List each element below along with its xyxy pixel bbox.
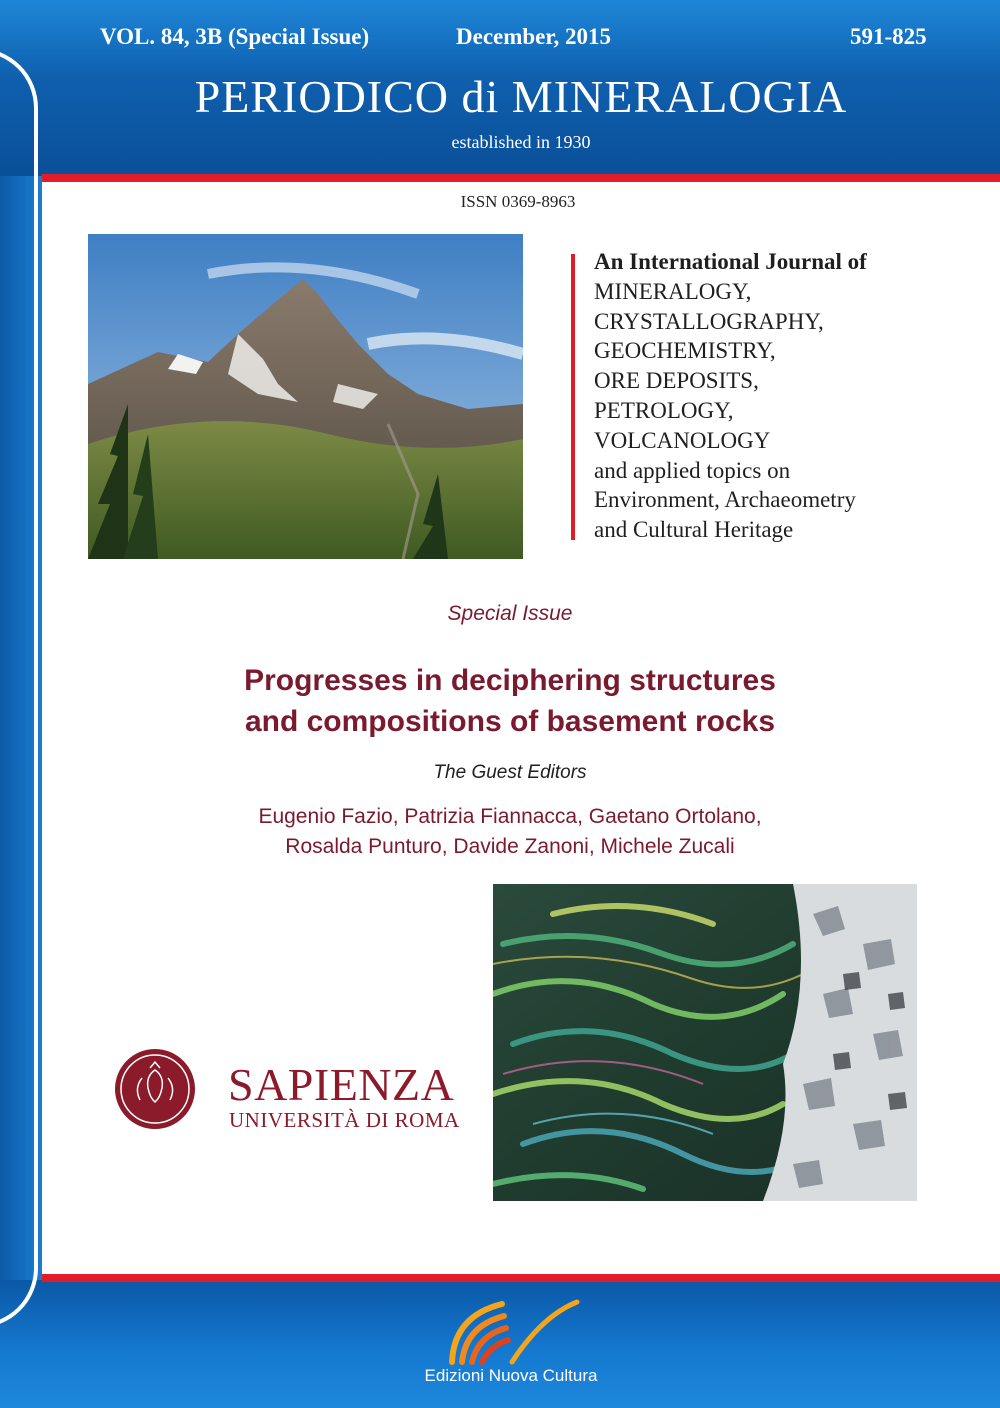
journal-subjects xyxy=(594,247,974,545)
subject-line: and Cultural Heritage xyxy=(594,517,794,543)
subject-line: Environment, Archaeometry xyxy=(594,487,856,513)
subject-line: VOLCANOLOGY xyxy=(594,427,771,453)
issue-title-line2: and compositions of basement rocks xyxy=(244,705,776,738)
volume-label: VOL. 84, 3B (Special Issue) xyxy=(100,24,370,49)
university-subtitle: UNIVERSITÀ DI ROMA xyxy=(229,1108,460,1132)
publisher-logo-icon xyxy=(442,1296,582,1368)
editors-line1: Eugenio Fazio, Patrizia Fiannacca, Gaetano Ortolano, xyxy=(258,805,762,828)
subject-line: MINERALOGY, xyxy=(594,278,752,304)
issue-title-line1: Progresses in deciphering structures xyxy=(244,664,776,697)
established-line: established in 1930 xyxy=(451,132,591,152)
university-name: SAPIENZA xyxy=(228,1059,455,1110)
publisher-name: Edizioni Nuova Cultura xyxy=(424,1366,598,1385)
guest-editors-label: The Guest Editors xyxy=(433,762,587,783)
mountain-photo xyxy=(88,234,523,559)
subject-line: GEOCHEMISTRY, xyxy=(594,338,776,364)
page-range: 591-825 xyxy=(850,24,927,49)
issue-date: December, 2015 xyxy=(456,24,611,49)
editors-list xyxy=(0,802,1000,862)
university-seal xyxy=(114,1048,196,1130)
subject-line: PETROLOGY, xyxy=(594,397,734,423)
special-issue-label: Special Issue xyxy=(447,602,573,625)
bottom-red-rule xyxy=(42,1274,1000,1282)
top-red-rule xyxy=(42,174,1000,182)
subject-line: CRYSTALLOGRAPHY, xyxy=(594,308,824,334)
subjects-lead: An International Journal of xyxy=(594,249,867,274)
journal-title: PERIODICO di MINERALOGIA xyxy=(194,71,848,122)
subject-line: ORE DEPOSITS, xyxy=(594,368,759,394)
issn: ISSN 0369-8963 xyxy=(460,192,576,211)
subject-line: and applied topics on xyxy=(594,457,791,483)
micrograph-photo xyxy=(493,884,917,1201)
subject-accent-bar xyxy=(571,254,575,540)
issue-title xyxy=(0,660,1000,742)
editors-line2: Rosalda Punturo, Davide Zanoni, Michele Zucali xyxy=(285,835,735,858)
